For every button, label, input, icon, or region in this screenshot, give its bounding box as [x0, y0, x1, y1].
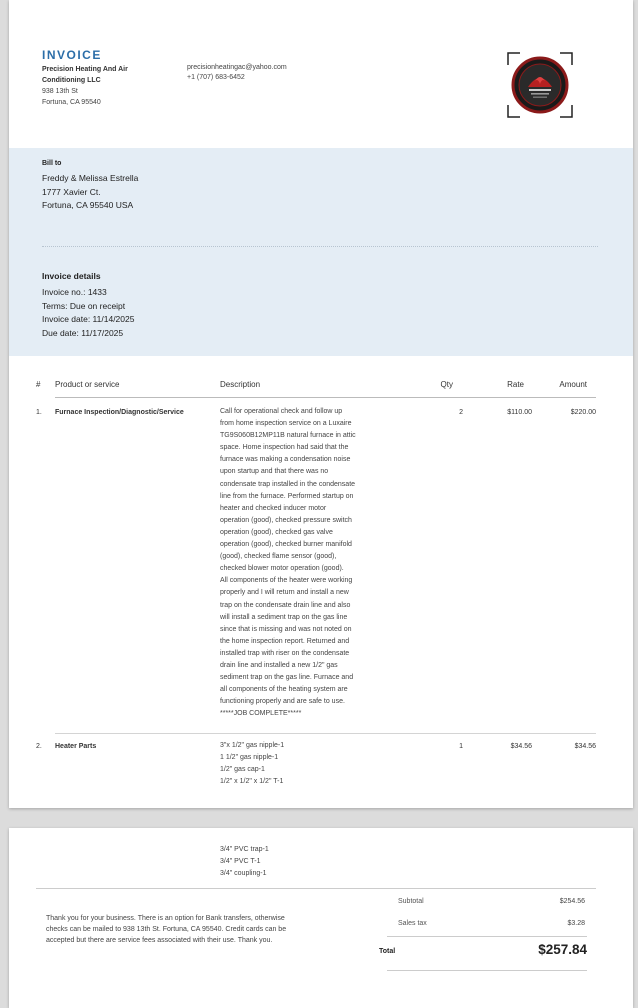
row-divider — [55, 733, 596, 734]
col-header-rate: Rate — [507, 380, 524, 389]
row-1-desc-line: installed trap with riser on the condensate — [220, 649, 350, 657]
row-1-desc-line: functioning properly and are safe to use. — [220, 698, 345, 706]
continued-desc-line: 3/4" PVC T-1 — [220, 858, 261, 866]
invoice-page-1 — [9, 0, 633, 808]
col-header-product: Product or service — [55, 380, 120, 389]
row-2-desc-line: 3"x 1/2" gas nipple-1 — [220, 742, 285, 749]
col-header-amount: Amount — [559, 380, 587, 389]
row-1-desc-line: space. Home inspection had said that the — [220, 444, 349, 452]
row-1-qty: 2 — [459, 409, 463, 416]
row-1-description — [220, 406, 395, 720]
thank-you-note: Thank you for your business. There is an option for Bank transfers, otherwise checks can be mailed to 938 13th St. Fortuna, CA 95540. Credit cards can be accepted but there are service fees associated with their use. Thank you. — [46, 915, 287, 945]
total-value: $257.84 — [538, 942, 587, 957]
row-1-desc-line: furnace was making a condensation noise — [220, 456, 351, 464]
col-header-num: # — [36, 380, 41, 389]
total-label: Total — [379, 948, 396, 955]
row-1-num: 1. — [36, 409, 42, 416]
total-bottom-rule — [387, 970, 587, 971]
bill-to-block — [42, 172, 138, 213]
bill-to-name: Freddy & Melissa Estrella — [42, 173, 139, 183]
row-2-amount: $34.56 — [574, 743, 596, 750]
continued-desc-line: 3/4" coupling-1 — [220, 870, 267, 878]
row-1-desc-line: operation (good), checked pressure switch — [220, 516, 352, 524]
row-1-amount: $220.00 — [570, 409, 596, 416]
row-2-desc-line: 1/2" gas cap-1 — [220, 766, 265, 774]
row-1-rate: $110.00 — [507, 409, 532, 416]
row-2-num: 2. — [36, 743, 42, 750]
invoice-terms: Terms: Due on receipt — [42, 300, 126, 311]
row-1-desc-line: upon startup and that there was no — [220, 468, 329, 476]
sales-tax-label: Sales tax — [398, 920, 427, 927]
row-1-desc-line: will install a sediment trap on the gas line — [220, 613, 348, 621]
row-1-desc-line: sediment trap on the gas line. Furnace and — [220, 674, 354, 682]
summary-top-rule — [36, 888, 596, 889]
total-rule — [387, 936, 587, 937]
row-2-desc-line: 1/2" x 1/2" x 1/2" T-1 — [220, 778, 284, 786]
row-1-desc-line: condensate trap installed in the condensate — [220, 480, 356, 488]
subtotal-value: $254.56 — [559, 898, 585, 905]
row-1-desc-line: operation (good), checked gas valve — [220, 528, 333, 536]
subtotal-label: Subtotal — [398, 898, 424, 905]
invoice-title: INVOICE — [42, 48, 102, 62]
continued-desc-line: 3/4" PVC trap-1 — [220, 846, 269, 853]
row-1-desc-line: drain line and installed a new 1/2" gas — [220, 661, 338, 669]
row-1-desc-line: Call for operational check and follow up — [220, 408, 343, 415]
col-header-qty: Qty — [440, 380, 453, 389]
company-address — [42, 86, 101, 108]
row-1-desc-line: trap on the condensate drain line and also — [220, 601, 351, 609]
invoice-details-block — [42, 286, 134, 340]
row-1-desc-line: All components of the heater were working — [220, 577, 353, 585]
invoice-date: Invoice date: 11/14/2025 — [42, 314, 135, 324]
company-logo — [506, 51, 574, 119]
bill-to-city: Fortuna, CA 95540 USA — [42, 200, 134, 210]
row-1-desc-line: since that is missing and was not noted on — [220, 625, 352, 633]
invoice-number: Invoice no.: 1433 — [42, 287, 107, 297]
company-name: Precision Heating And Air Conditioning LLC — [42, 66, 128, 84]
bill-to-street: 1777 Xavier Ct. — [42, 186, 101, 197]
row-2-qty: 1 — [459, 743, 463, 750]
row-1-product: Furnace Inspection/Diagnostic/Service — [55, 409, 184, 416]
row-1-desc-line: line from the furnace. Performed startup on — [220, 492, 354, 500]
row-1-desc-line: TG9S060B12MP11B natural furnace in attic — [220, 432, 356, 440]
due-date: Due date: 11/17/2025 — [42, 327, 124, 338]
row-2-product: Heater Parts — [55, 743, 97, 750]
table-header-rule — [55, 397, 596, 398]
row-1-desc-line: checked blower motor operation (good). — [220, 565, 344, 573]
row-1-desc-line: operation (good), checked burner manifold — [220, 541, 352, 549]
row-1-desc-line: all components of the heating system are — [220, 686, 348, 694]
row-1-desc-line: (good), checked flame sensor (good), — [220, 553, 337, 561]
row-1-desc-line: properly and I will return and install a new — [220, 589, 349, 597]
row-2-description — [220, 740, 395, 788]
company-phone: +1 (707) 683-6452 — [187, 74, 245, 81]
sales-tax-value: $3.28 — [567, 920, 585, 927]
company-address-line2: Fortuna, CA 95540 — [42, 99, 101, 106]
bill-to-heading: Bill to — [42, 160, 62, 167]
company-address-line1: 938 13th St — [42, 88, 78, 95]
row-1-desc-line: the home inspection report. Returned and — [220, 637, 350, 645]
invoice-header — [9, 0, 633, 148]
invoice-details-heading: Invoice details — [42, 271, 101, 281]
row-1-desc-line: from home inspection service on a Luxaire — [220, 420, 352, 428]
company-contact — [187, 63, 287, 83]
row-1-desc-line: *****JOB COMPLETE***** — [220, 710, 302, 718]
row-1-desc-line: heater and checked inducer motor — [220, 504, 327, 512]
col-header-description: Description — [220, 380, 261, 389]
row-2-description-continued — [220, 844, 395, 880]
row-2-desc-line: 1 1/2" gas nipple-1 — [220, 754, 279, 762]
band-divider — [42, 246, 598, 247]
company-email: precisionheatingac@yahoo.com — [187, 64, 287, 71]
row-2-rate: $34.56 — [510, 743, 532, 750]
